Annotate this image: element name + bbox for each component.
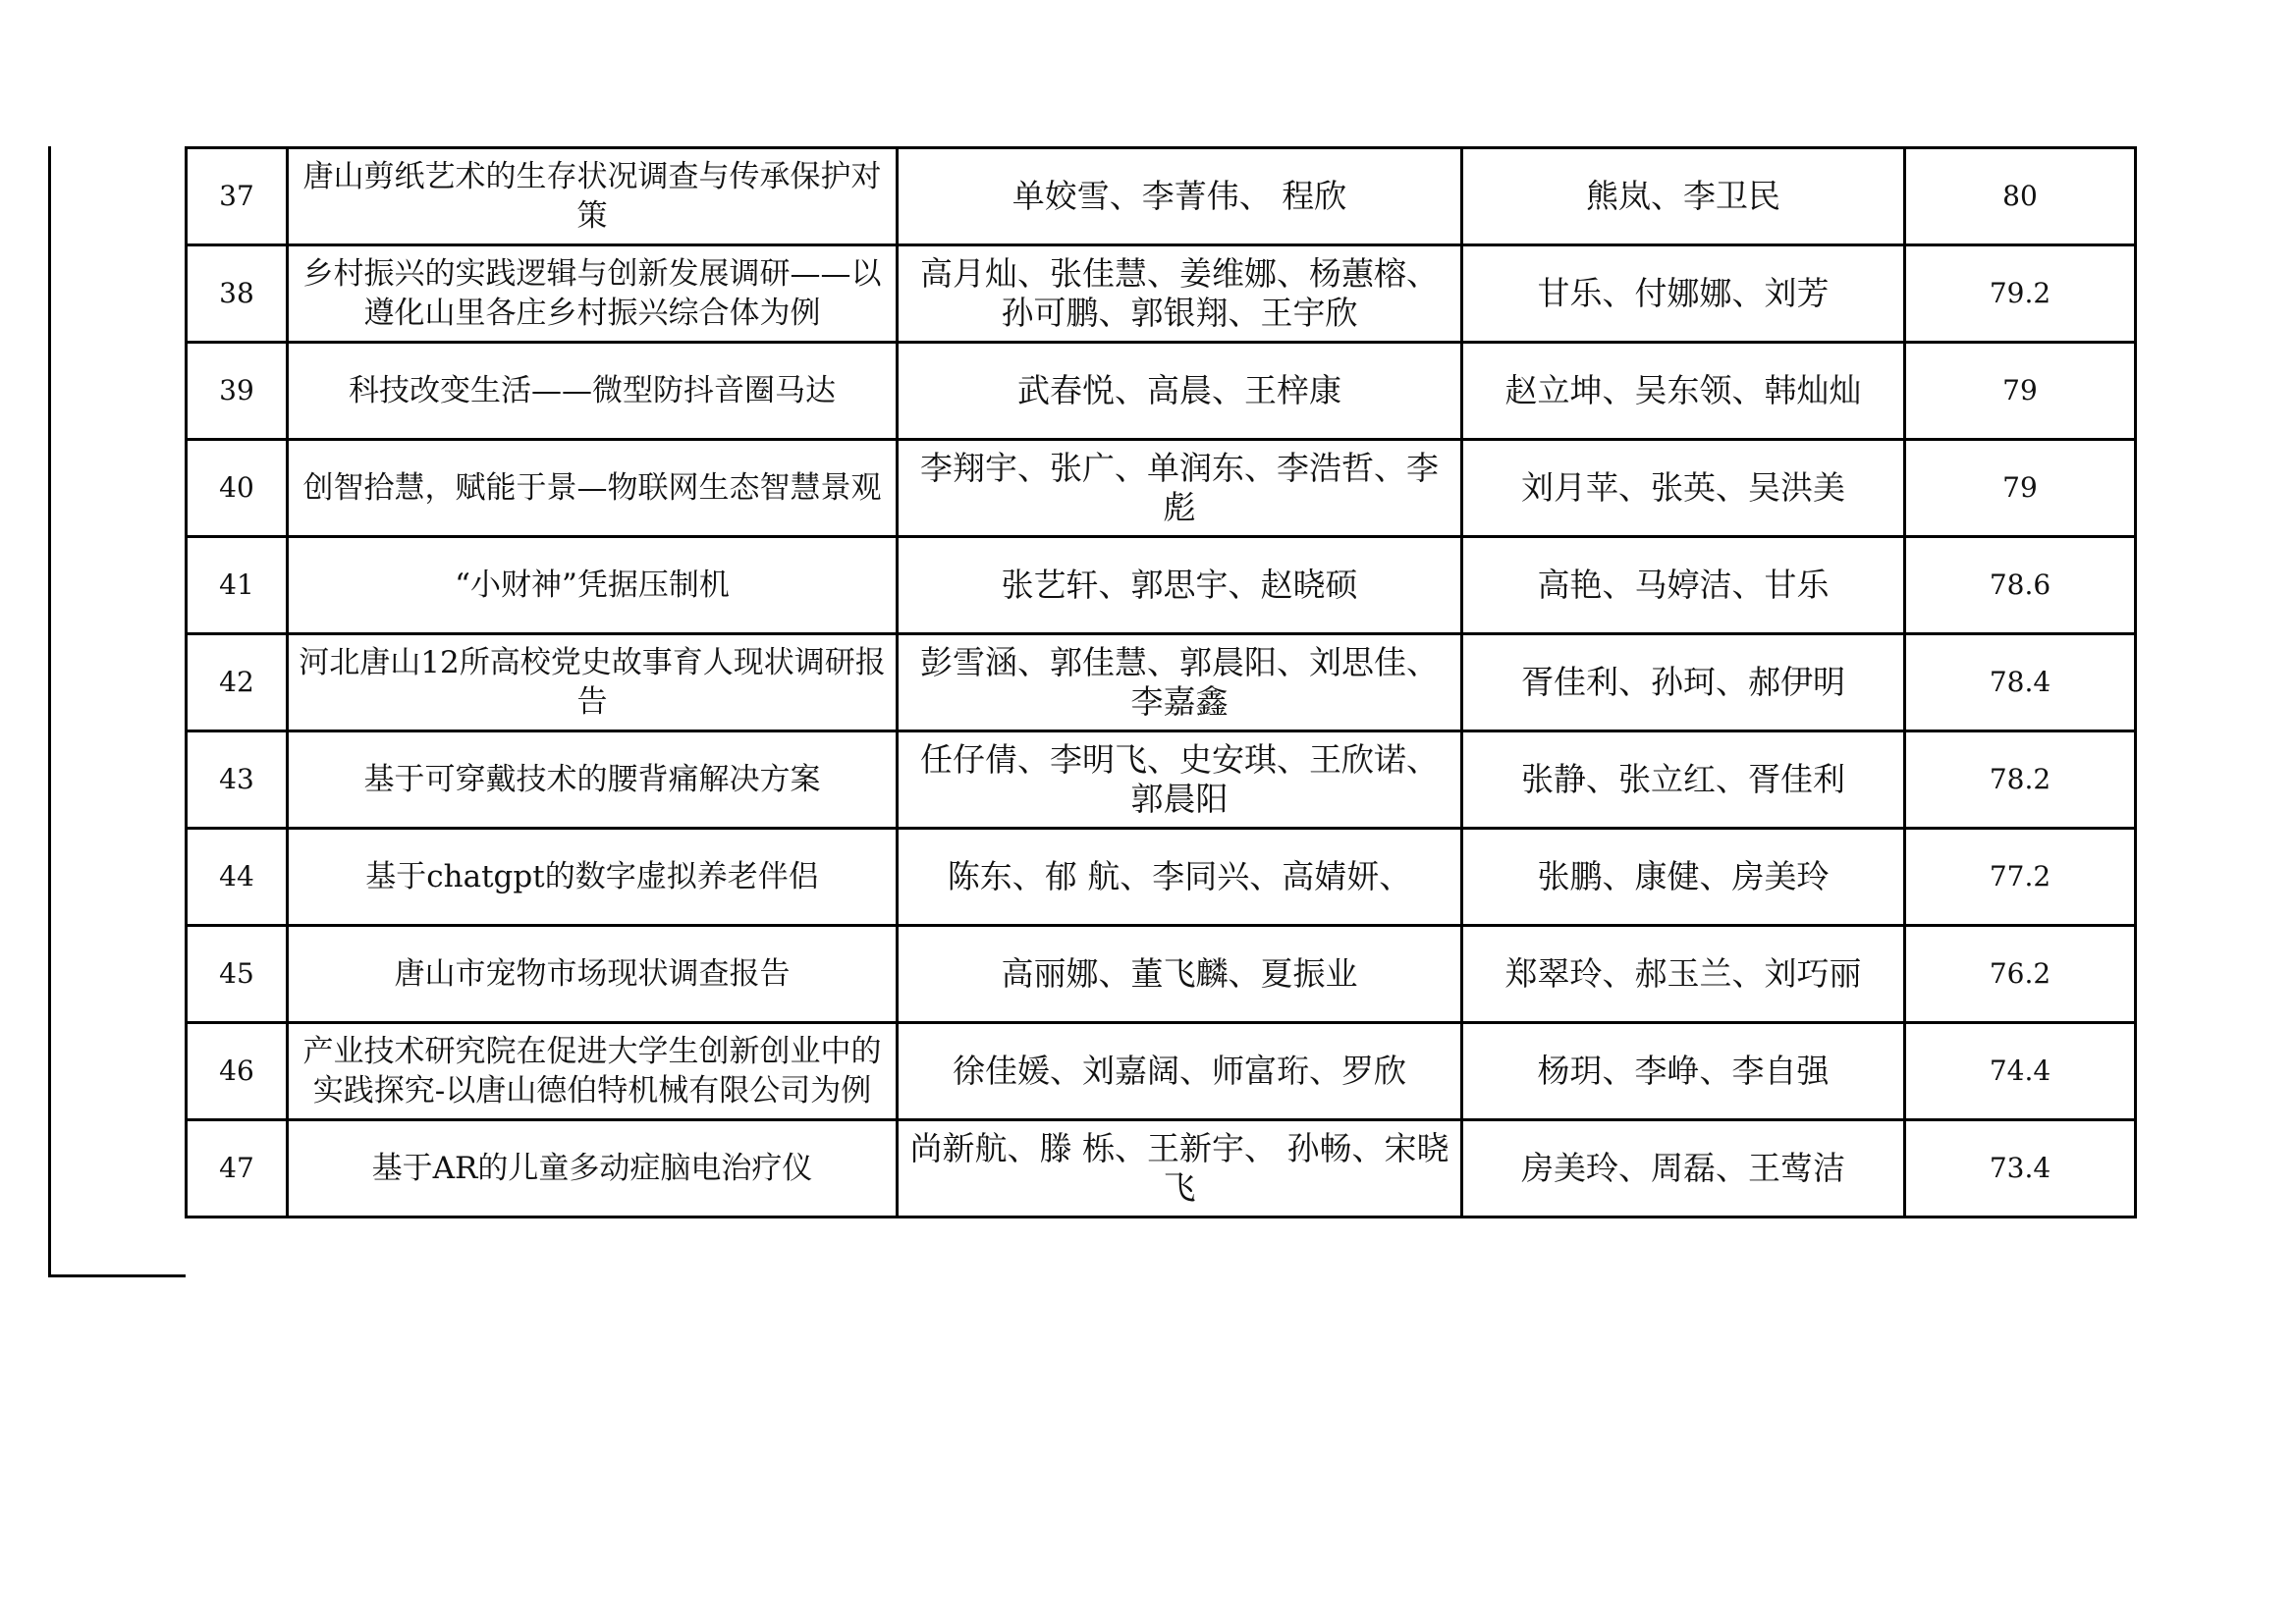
project-title-cell: 基于AR的儿童多动症脑电治疗仪 <box>288 1120 898 1217</box>
advisors-cell: 赵立坤、吴东领、韩灿灿 <box>1462 343 1905 440</box>
row-index-cell: 43 <box>187 731 288 829</box>
results-table <box>185 146 2137 1218</box>
row-index-cell: 47 <box>187 1120 288 1217</box>
table-row <box>187 634 2136 731</box>
team-members-cell: 李翔宇、张广、单润东、李浩哲、李彪 <box>898 440 1462 537</box>
advisors-cell: 张鹏、康健、房美玲 <box>1462 829 1905 926</box>
team-members-cell: 陈东、郁 航、李同兴、高婧妍、 <box>898 829 1462 926</box>
advisors-cell: 刘月苹、张英、吴洪美 <box>1462 440 1905 537</box>
advisors-cell: 高艳、马婷洁、甘乐 <box>1462 537 1905 634</box>
table-row <box>187 148 2136 245</box>
project-title-cell: 科技改变生活——微型防抖音圈马达 <box>288 343 898 440</box>
score-cell: 77.2 <box>1905 829 2136 926</box>
project-title-cell: 创智拾慧，赋能于景—物联网生态智慧景观 <box>288 440 898 537</box>
team-members-cell: 武春悦、高晨、王梓康 <box>898 343 1462 440</box>
row-index-cell: 41 <box>187 537 288 634</box>
row-index-cell: 39 <box>187 343 288 440</box>
team-members-cell: 任仔倩、李明飞、史安琪、王欣诺、郭晨阳 <box>898 731 1462 829</box>
score-cell: 78.2 <box>1905 731 2136 829</box>
bottom-border-line <box>48 1274 186 1277</box>
project-title-cell: “小财神”凭据压制机 <box>288 537 898 634</box>
score-cell: 78.6 <box>1905 537 2136 634</box>
table-row <box>187 245 2136 343</box>
team-members-cell: 高丽娜、董飞麟、夏振业 <box>898 926 1462 1023</box>
table-row <box>187 537 2136 634</box>
project-title-cell: 基于chatgpt的数字虚拟养老伴侣 <box>288 829 898 926</box>
team-members-cell: 单姣雪、李菁伟、 程欣 <box>898 148 1462 245</box>
advisors-cell: 胥佳利、孙珂、郝伊明 <box>1462 634 1905 731</box>
project-title-cell: 唐山剪纸艺术的生存状况调查与传承保护对策 <box>288 148 898 245</box>
row-index-cell: 44 <box>187 829 288 926</box>
advisors-cell: 杨玥、李峥、李自强 <box>1462 1023 1905 1120</box>
row-index-cell: 42 <box>187 634 288 731</box>
advisors-cell: 郑翠玲、郝玉兰、刘巧丽 <box>1462 926 1905 1023</box>
score-cell: 80 <box>1905 148 2136 245</box>
row-index-cell: 46 <box>187 1023 288 1120</box>
project-title-cell: 唐山市宠物市场现状调查报告 <box>288 926 898 1023</box>
project-title-cell: 河北唐山12所高校党史故事育人现状调研报告 <box>288 634 898 731</box>
project-title-cell: 产业技术研究院在促进大学生创新创业中的实践探究-以唐山德伯特机械有限公司为例 <box>288 1023 898 1120</box>
table-row <box>187 1023 2136 1120</box>
row-index-cell: 38 <box>187 245 288 343</box>
row-index-cell: 40 <box>187 440 288 537</box>
table-row <box>187 731 2136 829</box>
team-members-cell: 徐佳媛、刘嘉阔、师富珩、罗欣 <box>898 1023 1462 1120</box>
team-members-cell: 彭雪涵、郭佳慧、郭晨阳、刘思佳、李嘉鑫 <box>898 634 1462 731</box>
table-row <box>187 1120 2136 1217</box>
score-cell: 79 <box>1905 343 2136 440</box>
table-row <box>187 926 2136 1023</box>
team-members-cell: 高月灿、张佳慧、姜维娜、杨蕙榕、孙可鹏、郭银翔、王宇欣 <box>898 245 1462 343</box>
score-cell: 79 <box>1905 440 2136 537</box>
table-row <box>187 440 2136 537</box>
advisors-cell: 房美玲、周磊、王莺洁 <box>1462 1120 1905 1217</box>
project-title-cell: 乡村振兴的实践逻辑与创新发展调研——以遵化山里各庄乡村振兴综合体为例 <box>288 245 898 343</box>
left-border-line <box>48 146 51 1277</box>
team-members-cell: 尚新航、滕 栎、王新宇、 孙畅、宋晓飞 <box>898 1120 1462 1217</box>
table-body <box>187 148 2136 1217</box>
score-cell: 74.4 <box>1905 1023 2136 1120</box>
row-index-cell: 37 <box>187 148 288 245</box>
score-cell: 78.4 <box>1905 634 2136 731</box>
score-cell: 76.2 <box>1905 926 2136 1023</box>
advisors-cell: 熊岚、李卫民 <box>1462 148 1905 245</box>
advisors-cell: 甘乐、付娜娜、刘芳 <box>1462 245 1905 343</box>
score-cell: 79.2 <box>1905 245 2136 343</box>
table-row <box>187 343 2136 440</box>
table-row <box>187 829 2136 926</box>
score-cell: 73.4 <box>1905 1120 2136 1217</box>
row-index-cell: 45 <box>187 926 288 1023</box>
project-title-cell: 基于可穿戴技术的腰背痛解决方案 <box>288 731 898 829</box>
advisors-cell: 张静、张立红、胥佳利 <box>1462 731 1905 829</box>
team-members-cell: 张艺轩、郭思宇、赵晓硕 <box>898 537 1462 634</box>
